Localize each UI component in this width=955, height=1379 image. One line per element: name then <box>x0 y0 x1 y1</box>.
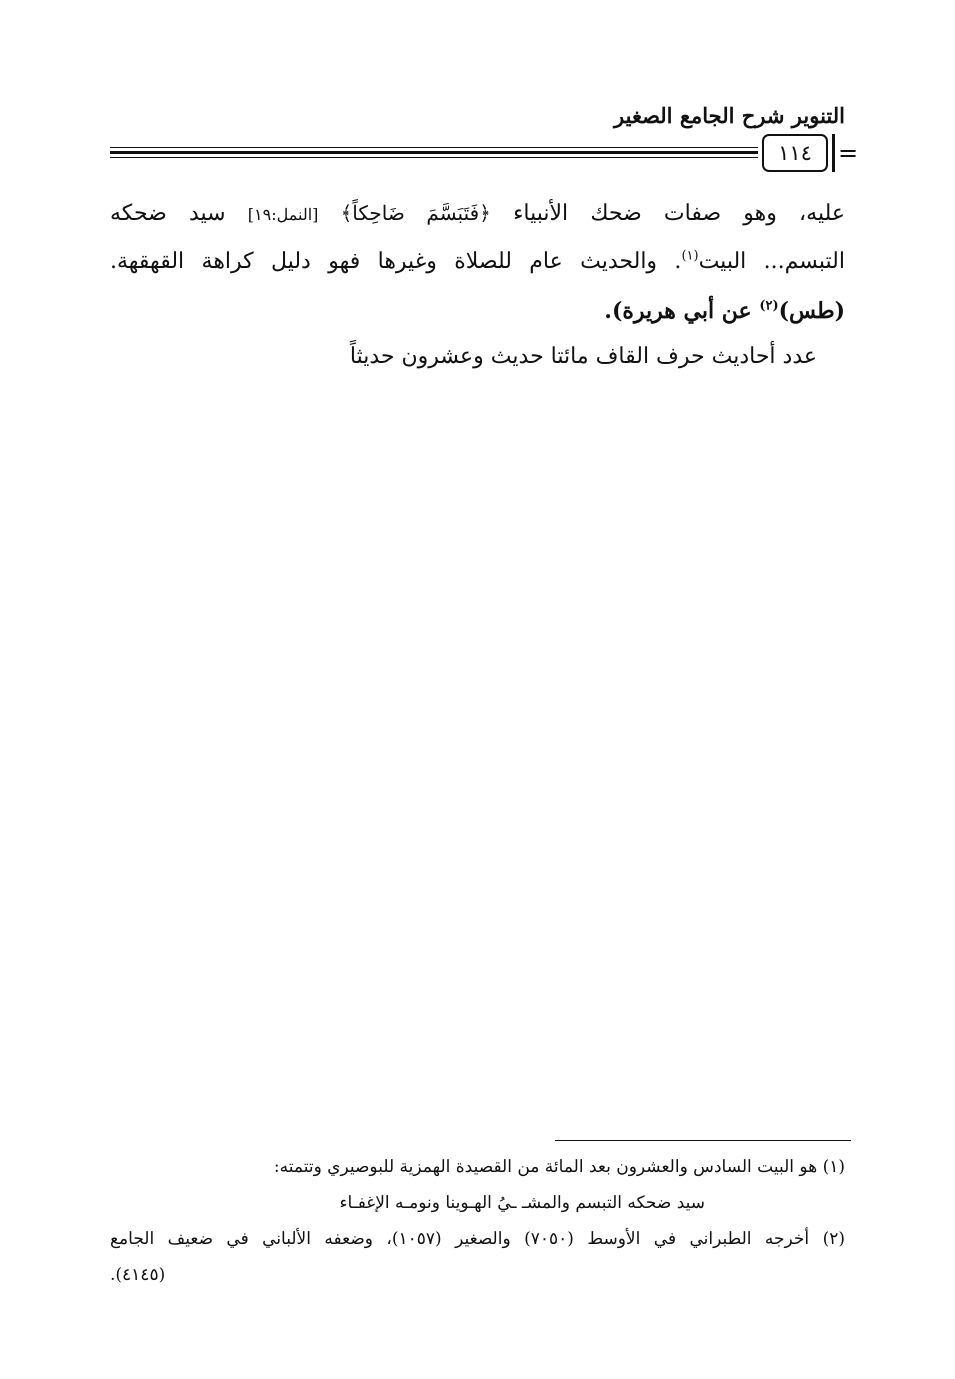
source-code: (طس) <box>778 298 845 324</box>
footnote-2-continued: (٤١٤٥). <box>110 1265 166 1285</box>
footnote-1: (١) هو البيت السادس والعشرون بعد المائة من القصيدة الهمزية للبوصيري وتتمته: <box>273 1157 845 1177</box>
footnote-1-verse: سيد ضحكه التبسم والمشـ ـيُ الهـوينا ونومـه الإغفـاء <box>339 1193 705 1213</box>
body-line-1 <box>110 196 845 232</box>
quran-verse: ﴿فَتَبَسَّمَ ضَاحِكاً﴾ <box>340 201 491 225</box>
header-rule-top <box>110 147 758 148</box>
running-header-title: التنوير شرح الجامع الصغير <box>614 103 845 128</box>
footnote-2: (٢) أخرجه الطبراني في الأوسط (٧٠٥٠) والصغير (١٠٥٧)، وضعفه الألباني في ضعيف الجامع <box>110 1229 845 1249</box>
footnote-marker-1[interactable]: (١) <box>681 248 699 264</box>
footnote-marker-2[interactable]: (٢) <box>759 298 779 314</box>
footnote-separator <box>555 1140 851 1141</box>
body-text: عليه، وهو صفات ضحك الأنبياء <box>513 201 846 226</box>
hadith-source-line <box>604 294 845 328</box>
body-text: سيد ضحكه <box>110 201 226 226</box>
surah-reference: [النمل:١٩] <box>247 205 319 224</box>
body-line-2 <box>110 245 845 279</box>
page-marker: = <box>838 139 859 167</box>
page-number: ١١٤ <box>762 134 828 172</box>
body-text: التبسم... البيت <box>698 249 845 274</box>
page-number-bar <box>832 134 835 172</box>
header-rule-bottom <box>110 157 758 158</box>
header-rule-thick <box>110 151 758 154</box>
body-text: . والحديث عام للصلاة وغيرها فهو دليل كراهة القهقهة. <box>110 249 682 274</box>
chapter-count-line: عدد أحاديث حرف القاف مائتا حديث وعشرون حديثاً <box>349 344 817 369</box>
narrator: عن أبي هريرة). <box>604 298 760 324</box>
